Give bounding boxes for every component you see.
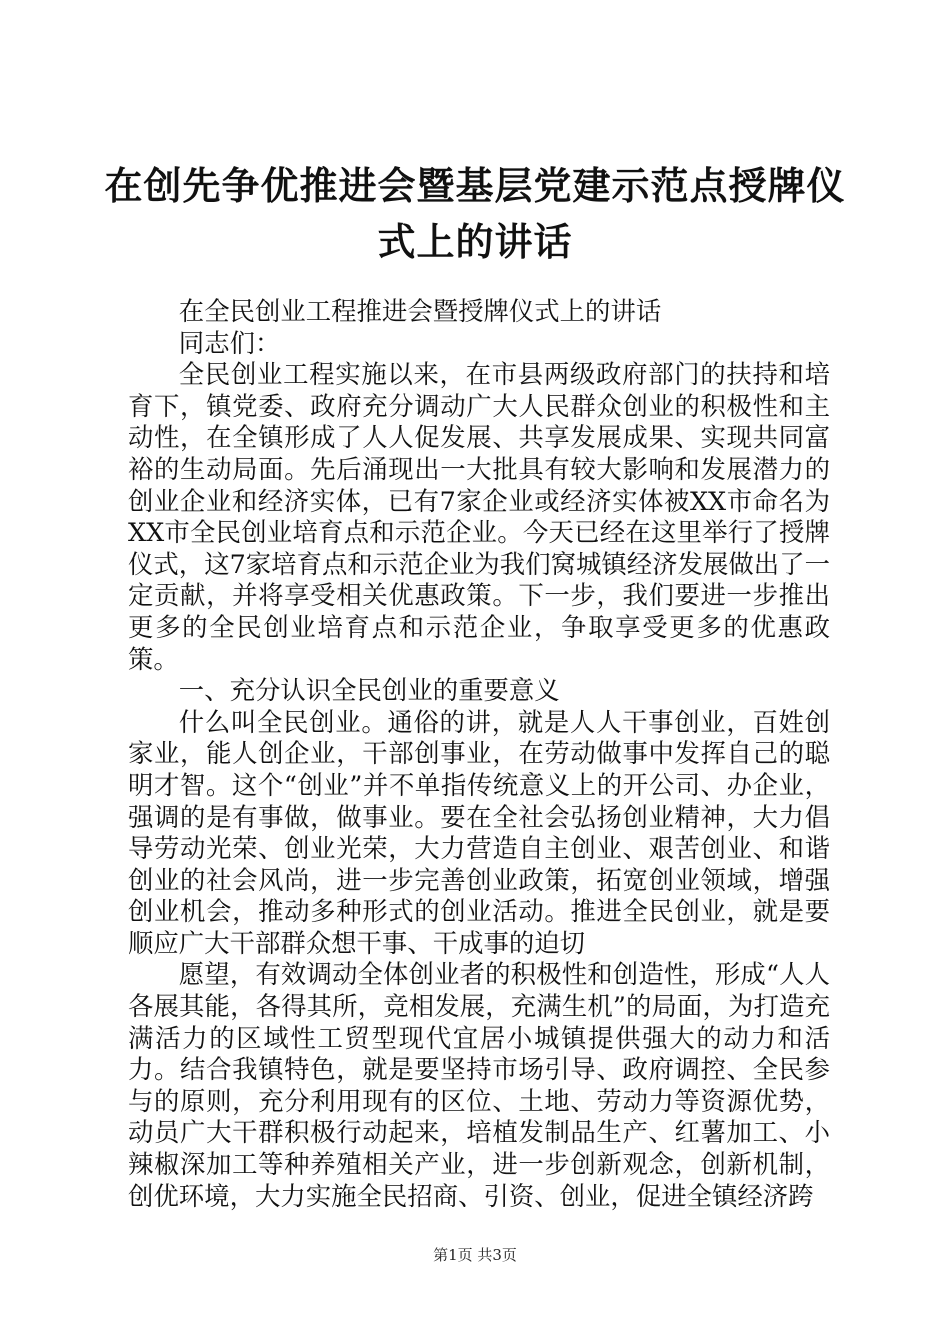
- document-title: 在创先争优推进会暨基层党建示范点授牌仪式上的讲话: [104, 163, 846, 264]
- page-footer: 第1页 共3页: [433, 1246, 517, 1264]
- body-paragraph: 全民创业工程实施以来，在市县两级政府部门的扶持和培育下，镇党委、政府充分调动广大人民群众创业的积极性和主动性，在全镇形成了人人促发展、共享发展成果、实现共同富裕的生动局面。先后涌现出一大批具有较大影响和发展潜力的创业企业和经济实体，已有7家企业或经济实体被XX市命名为XX市全民创业培育点和示范企业。今天已经在这里举行了授牌仪式，这7家培育点和示范企业为我们窝城镇经济发展做出了一定贡献，并将享受相关优惠政策。下一步，我们要进一步推出更多的全民创业培育点和示范企业，争取享受更多的优惠政策。: [128, 359, 830, 674]
- body-paragraph: 愿望，有效调动全体创业者的积极性和创造性，形成“人人各展其能，各得其所，竞相发展，充满生机”的局面，为打造充满活力的区域性工贸型现代宜居小城镇提供强大的动力和活力。结合我镇特色，就是要坚持市场引导、政府调控、全民参与的原则，充分利用现有的区位、土地、劳动力等资源优势，动员广大干群积极行动起来，培植发制品生产、红薯加工、小辣椒深加工等种养殖相关产业，进一步创新观念，创新机制，创优环境，大力实施全民招商、引资、创业，促进全镇经济跨: [128, 959, 830, 1211]
- speech-subtitle: 在全民创业工程推进会暨授牌仪式上的讲话: [178, 296, 662, 326]
- salutation: 同志们：: [178, 327, 281, 358]
- section-heading: 一、充分认识全民创业的重要意义: [178, 675, 560, 706]
- document-body: [128, 296, 830, 1212]
- body-paragraph: 什么叫全民创业。通俗的讲，就是人人干事创业，百姓创家业，能人创企业，干部创事业，在劳动做事中发挥自己的聪明才智。这个“创业”并不单指传统意义上的开公司、办企业，强调的是有事做，做事业。要在全社会弘扬创业精神，大力倡导劳动光荣、创业光荣，大力营造自主创业、艰苦创业、和谐创业的社会风尚，进一步完善创业政策，拓宽创业领域，增强创业机会，推动多种形式的创业活动。推进全民创业，就是要顺应广大干部群众想干事、干成事的迫切: [128, 706, 830, 958]
